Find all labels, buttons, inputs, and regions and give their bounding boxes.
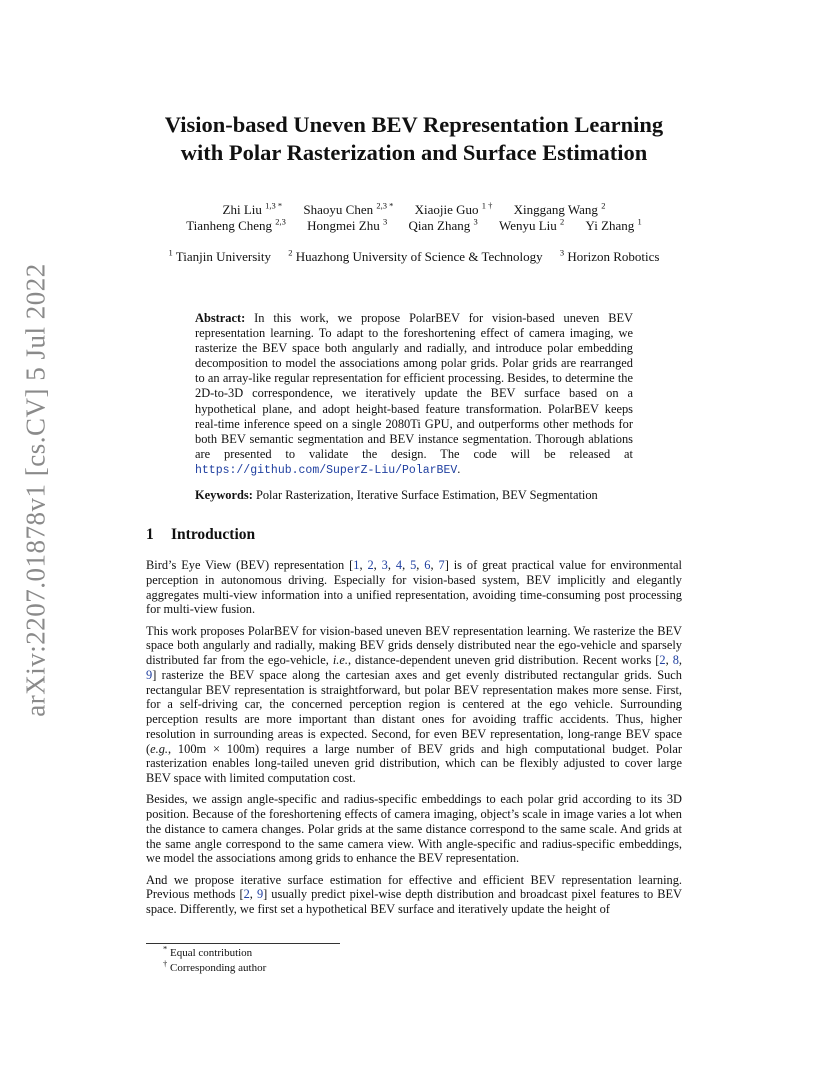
author: Xiaojie Guo $^{1 \dagger}$	[414, 200, 493, 217]
citation-link[interactable]: 2	[659, 653, 666, 667]
author-row-1	[120, 202, 708, 218]
section-heading	[146, 526, 255, 544]
body-text	[146, 558, 682, 923]
title-line-1: Vision-based Uneven BEV Representation Learning	[164, 112, 664, 137]
author: Yi Zhang $^1$	[585, 216, 642, 233]
author: Hongmei Zhu $^3$	[307, 216, 388, 233]
author: Qian Zhang $^3$	[408, 216, 478, 233]
footnote: * Equal contribution	[163, 943, 253, 959]
citation-link[interactable]: 2	[367, 558, 374, 572]
citation-link[interactable]: 5	[410, 558, 417, 572]
keywords-text: Polar Rasterization, Iterative Surface Estimation, BEV Segmentation	[255, 488, 598, 502]
citation-link[interactable]: 1	[353, 558, 360, 572]
section-title: Introduction	[171, 526, 256, 543]
affiliation: $^1$ Tianjin University	[168, 247, 272, 264]
author: Shaoyu Chen $^{2,3 *}$	[303, 200, 394, 217]
citation-link[interactable]: 2	[243, 887, 250, 902]
footnote-rule	[146, 943, 340, 944]
author: Xinggang Wang $^2$	[513, 200, 606, 217]
affiliations	[110, 249, 718, 265]
citation-link[interactable]: 4	[395, 558, 403, 572]
paragraph: This work proposes PolarBEV for vision-based uneven BEV representation learning. We rasterize the BEV space both angularly and radially, making BEV grids densely distributed near the ego-vehicle and sparsely distributed far from the ego-vehicle, i.e., distance-dependent uneven grid distribution. Recent works [2, 8, 9] rasterize the BEV space along the cartesian axes and get evenly distributed rectangular grids. Such rectangular BEV representation is straightforward, but polar BEV representation makes more sense. First, for a self-driving car, the concerned perception region is centered at the ego vehicle. Surrounding perception results are more important than distant ones for avoiding traffic accidents. Thus, higher resolution in surrounding areas is expected. Second, for even BEV representation, long-range BEV space (e.g., 100m × 100m) requires a large number of BEV grids and high computational budget. Polar rasterization enables long-tailed uneven grid distribution, which can be flexibly adjusted to cover large BEV space with limited computation cost.	[146, 623, 683, 785]
code-link[interactable]: https://github.com/SuperZ-Liu/PolarBEV	[195, 463, 458, 477]
citation-link[interactable]: 9	[146, 667, 153, 682]
citation-link[interactable]: 6	[424, 558, 431, 572]
paper-title	[100, 111, 728, 167]
author: Wenyu Liu $^2$	[498, 216, 565, 233]
abstract: Abstract: In this work, we propose PolarBEV for vision-based uneven BEV representation learning. To adapt to the foreshortening effect of camera imaging, we rasterize the BEV space both angularly and radially, and introduce polar embedding decomposition to model the associations among polar grids. Polar grids are rearranged to an array-like regular representation for efficient processing. Besides, to determine the 2D-to-3D correspondence, we iteratively update the BEV surface based on a hypothetical plane, and adopt height-based feature transformation. PolarBEV keeps real-time inference speed on a single 2080Ti GPU, and outperforms other methods for both BEV semantic segmentation and BEV instance segmentation. Thorough ablations are presented to validate the design. The code will be released at https://github.com/SuperZ-Liu/PolarBEV.	[195, 311, 633, 477]
affiliation: $^3$ Horizon Robotics	[559, 247, 660, 264]
abstract-label: Abstract:	[195, 311, 246, 325]
title-line-2: with Polar Rasterization and Surface Estimation	[180, 140, 648, 165]
citation-link[interactable]: 9	[256, 887, 264, 902]
citation-link[interactable]: 7	[438, 558, 445, 572]
affiliation: $^2$ Huazhong University of Science & Technology	[288, 247, 543, 264]
paragraph: And we propose iterative surface estimation for effective and efficient BEV representation learning. Previous methods [2, 9] usually predict pixel-wise depth distribution and broadcast pixel features to BEV space. Differently, we first set a hypothetical BEV surface and iteratively update the height of	[146, 872, 682, 916]
citation-link[interactable]: 8	[672, 653, 679, 667]
citation-link[interactable]: 3	[381, 558, 388, 572]
paragraph: Besides, we assign angle-specific and radius-specific embeddings to each polar grid according to its 3D position. Because of the foreshortening effects of camera imaging, object’s scale in image varies a lot when the distance to camera changes. Polar grids at the same distance correspond to the same scale. And grids at the same angle correspond to the same camera view. With angle-specific and radius-specific embeddings, we model the associations among grids to enhance the BEV representation.	[146, 792, 682, 866]
author: Zhi Liu $^{1,3 *}$	[222, 200, 283, 217]
author: Tianheng Cheng $^{2,3}$	[186, 216, 286, 233]
author-row-2	[120, 218, 708, 234]
section-number: 1	[146, 526, 154, 543]
arxiv-stamp-text: arXiv:2207.01878v1 [cs.CV] 5 Jul 2022	[20, 263, 51, 717]
keywords-label: Keywords:	[195, 488, 253, 502]
footnote: † Corresponding author	[163, 958, 267, 974]
keywords	[195, 488, 675, 503]
abstract-text: In this work, we propose PolarBEV for vision-based uneven BEV representation learning. To adapt to the foreshortening effect of camera imaging, we rasterize the BEV space both angularly and radially, and introduce polar embedding decomposition to model the associations among polar grids. Polar grids are rearranged to an array-like regular representation for efficient processing. Besides, to determine the 2D-to-3D correspondence, we iteratively update the BEV surface based on a hypothetical plane, and adopt height-based feature transformation. PolarBEV keeps real-time inference speed on a single 2080Ti GPU, and outperforms other methods for both BEV semantic segmentation and BEV instance segmentation. Thorough ablations are presented to validate the design. The code will be released at	[195, 311, 633, 461]
paragraph: Bird’s Eye View (BEV) representation [1, 2, 3, 4, 5, 6, 7] is of great practical value for environmental perception in autonomous driving. Especially for vision-based system, BEV implicitly and elegantly aggregates multi-view information into a unified representation, avoiding time-consuming post processing for multi-view fusion.	[146, 558, 682, 617]
arxiv-stamp	[16, 263, 56, 717]
